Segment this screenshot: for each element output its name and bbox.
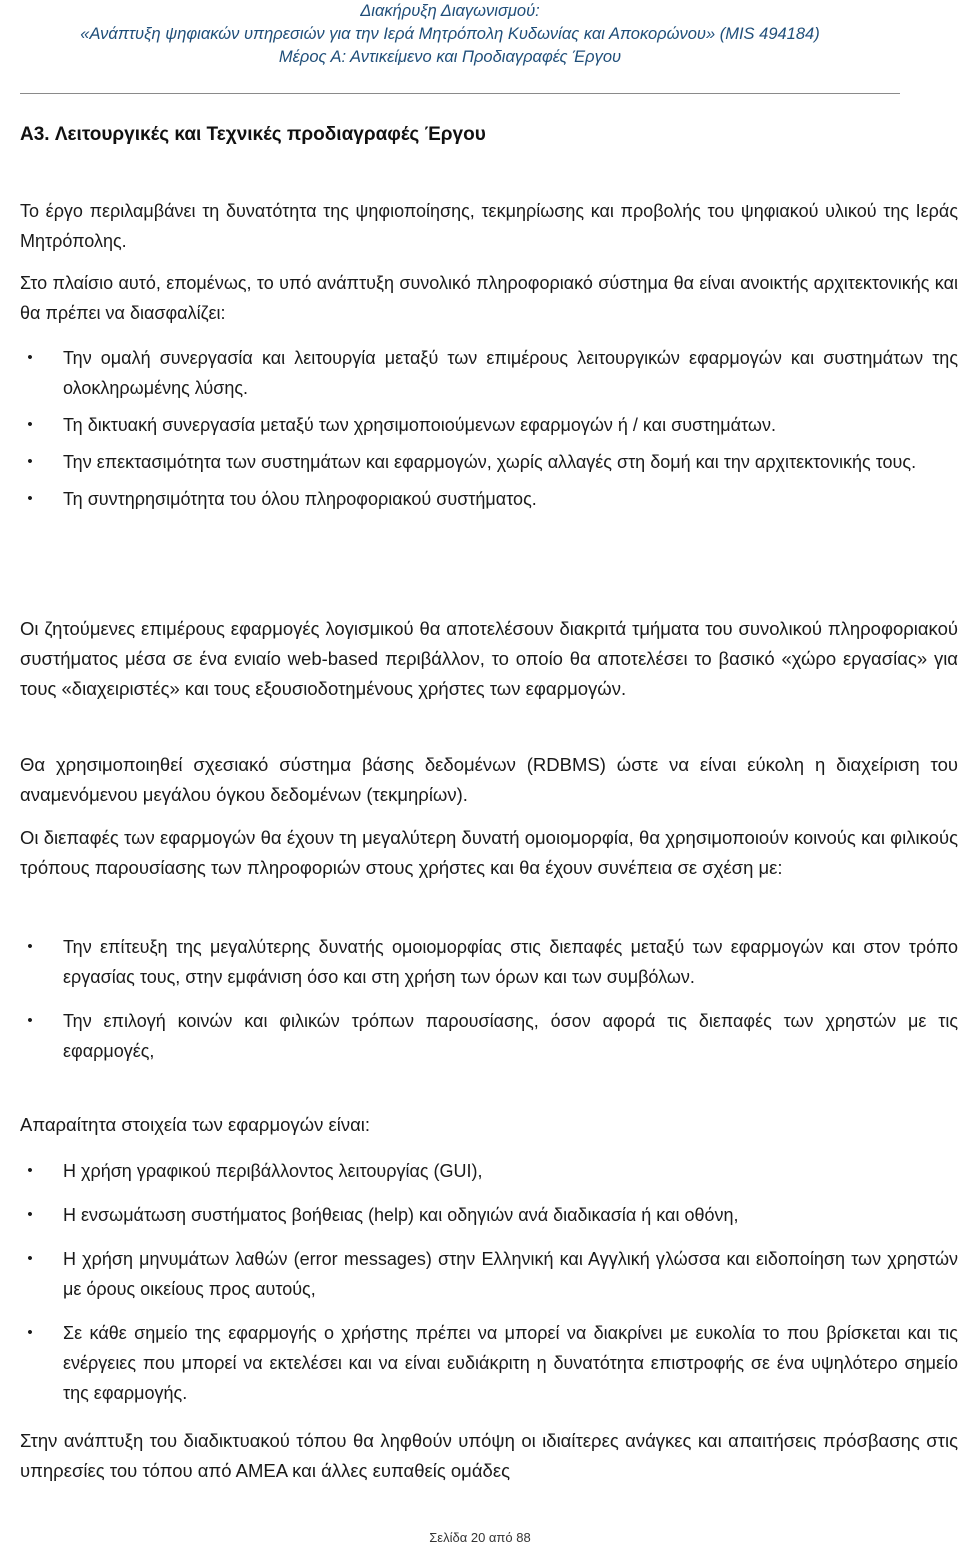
list-item-text: Την ομαλή συνεργασία και λειτουργία μεταξύ των επιμέρους λειτουργικών εφαρμογών και συστημάτων της ολοκληρωμένης λύσης.	[63, 348, 958, 398]
header-line-1: Διακήρυξη Διαγωνισμού:	[360, 2, 540, 20]
list-item	[20, 410, 958, 440]
bullet-icon: •	[27, 349, 33, 366]
list-item	[20, 1006, 958, 1066]
list-item-text: Η χρήση μηνυμάτων λαθών (error messages) στην Ελληνική και Αγγλική γλώσσα και ειδοποίηση των χρηστών με όρους οικείους προς αυτούς,	[63, 1249, 958, 1299]
list-item-text: Τη δικτυακή συνεργασία μεταξύ των χρησιμοποιούμενων εφαρμογών ή / και συστημάτων.	[63, 415, 776, 435]
required-elements-list	[20, 1156, 958, 1422]
list-item-text: Σε κάθε σημείο της εφαρμογής ο χρήστης πρέπει να μπορεί να διακρίνει με ευκολία το που βρίσκεται και τις ενέργειες που μπορεί να εκτελέσει και να είναι ευδιάκριτη η δυνατότητα επιστροφής σε ένα υψηλότερο σημείο της εφαρμογής.	[63, 1323, 958, 1403]
bullet-icon: •	[27, 938, 33, 955]
list-item-text: Τη συντηρησιμότητα του όλου πληροφοριακού συστήματος.	[63, 489, 537, 509]
bullet-icon: •	[27, 490, 33, 507]
section-title: A3. Λειτουργικές και Τεχνικές προδιαγραφές Έργου	[20, 124, 486, 145]
bullet-icon: •	[27, 1250, 33, 1267]
list-item	[20, 1318, 958, 1408]
bullet-icon: •	[27, 453, 33, 470]
list-item	[20, 343, 958, 403]
bullet-icon: •	[27, 1012, 33, 1029]
page-header	[0, 0, 900, 69]
header-divider	[20, 93, 900, 94]
list-item-text: Η ενσωμάτωση συστήματος βοήθειας (help) και οδηγιών ανά διαδικασία ή και οθόνη,	[63, 1205, 739, 1225]
list-item-text: Η χρήση γραφικού περιβάλλοντος λειτουργίας (GUI),	[63, 1161, 483, 1181]
paragraph-architecture: Στο πλαίσιο αυτό, επομένως, το υπό ανάπτυξη συνολικό πληροφοριακό σύστημα θα είναι ανοικτής αρχιτεκτονικής και θα πρέπει να διασφαλίζει:	[20, 273, 958, 323]
header-line-3: Μέρος Α: Αντικείμενο και Προδιαγραφές Έργου	[278, 48, 622, 66]
header-line-2: «Ανάπτυξη ψηφιακών υπηρεσιών για την Ιερά Μητρόπολη Κυδωνίας και Αποκορώνου» (MIS 494184)	[80, 25, 820, 43]
list-item-text: Την επιλογή κοινών και φιλικών τρόπων παρουσίασης, όσον αφορά τις διεπαφές των χρηστών με τις εφαρμογές,	[63, 1011, 958, 1061]
bullet-icon: •	[27, 1324, 33, 1341]
list-item	[20, 1244, 958, 1304]
paragraph-rdbms: Θα χρησιμοποιηθεί σχεσιακό σύστημα βάσης δεδομένων (RDBMS) ώστε να είναι εύκολη η διαχείριση του αναμενόμενου μεγάλου όγκου δεδομένων (τεκμηρίων).	[20, 754, 958, 805]
list-item-text: Την επεκτασιμότητα των συστημάτων και εφαρμογών, χωρίς αλλαγές στη δομή και την αρχιτεκτονικής τους.	[63, 452, 917, 472]
list-item-text: Την επίτευξη της μεγαλύτερης δυνατής ομοιομορφίας στις διεπαφές μεταξύ των εφαρμογών και στον τρόπο εργασίας τους, στην εμφάνιση όσο και στη χρήση των όρων και των συμβόλων.	[63, 937, 958, 987]
list-item	[20, 447, 958, 477]
paragraph-scope: Το έργο περιλαμβάνει τη δυνατότητα της ψηφιοποίησης, τεκμηρίωσης και προβολής του ψηφιακού υλικού της Ιεράς Μητρόπολης.	[20, 201, 958, 251]
list-item	[20, 484, 958, 514]
list-item	[20, 932, 958, 992]
architecture-list	[20, 343, 958, 521]
paragraph-required-elements: Απαραίτητα στοιχεία των εφαρμογών είναι:	[20, 1114, 371, 1135]
list-item	[20, 1156, 958, 1186]
bullet-icon: •	[27, 416, 33, 433]
bullet-icon: •	[27, 1206, 33, 1223]
paragraph-applications: Οι ζητούμενες επιμέρους εφαρμογές λογισμικού θα αποτελέσουν διακριτά τμήματα του συνολικού πληροφοριακού συστήματος μέσα σε ένα ενιαίο web-based περιβάλλον, το οποίο θα αποτελέσει το βασικό «χώρο εργασίας» για τους «διαχειριστές» και τους εξουσιοδοτημένους χρήστες των εφαρμογών.	[20, 618, 958, 699]
page-number: Σελίδα 20 από 88	[429, 1530, 531, 1545]
interfaces-list	[20, 932, 958, 1080]
paragraph-accessibility: Στην ανάπτυξη του διαδικτυακού τόπου θα ληφθούν υπόψη οι ιδιαίτερες ανάγκες και απαιτήσεις πρόσβασης στις υπηρεσίες του τόπου από ΑΜΕΑ και άλλες ευπαθείς ομάδες	[20, 1430, 958, 1481]
bullet-icon: •	[27, 1162, 33, 1179]
list-item	[20, 1200, 958, 1230]
paragraph-interfaces: Οι διεπαφές των εφαρμογών θα έχουν τη μεγαλύτερη δυνατή ομοιομορφία, θα χρησιμοποιούν κοινούς και φιλικούς τρόπους παρουσίασης των πληροφοριών στους χρήστες και θα έχουν συνέπεια σε σχέση με:	[20, 827, 958, 878]
